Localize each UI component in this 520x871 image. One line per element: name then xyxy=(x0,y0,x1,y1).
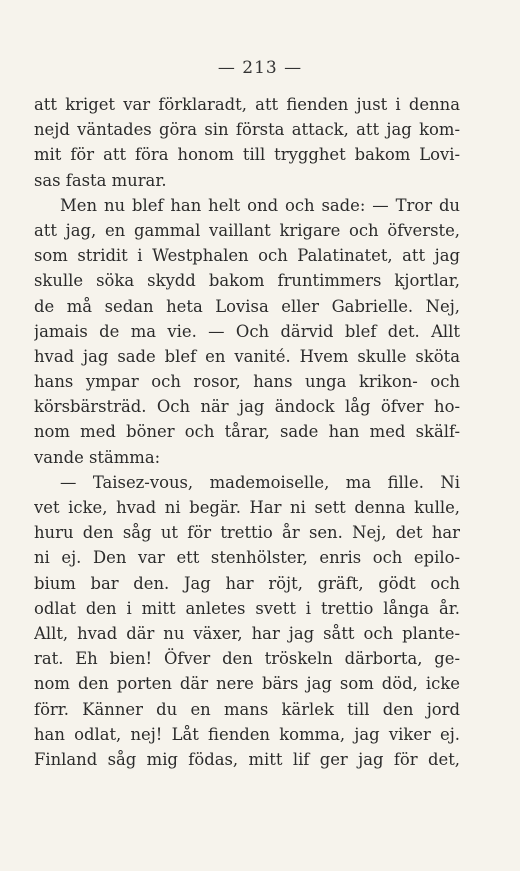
text-line: rat. Eh bien! Öfver den tröskeln därborta, ge- xyxy=(34,649,460,669)
text-line: vande stämma: xyxy=(34,447,161,467)
text-line: Finland såg mig födas, mitt lif ger jag för det, xyxy=(34,749,460,769)
text-line: mit för att föra honom till trygghet bakom Lovi- xyxy=(34,145,460,165)
text-line: som stridit i Westphalen och Palatinatet, att jag xyxy=(34,246,460,266)
text-line: hans ympar och rosor, hans unga krikon- och xyxy=(34,372,460,392)
text-line: Men nu blef han helt ond och sade: — Tror du xyxy=(60,195,460,215)
text-line: — Taisez-vous, mademoiselle, ma fille. Ni xyxy=(60,472,460,492)
text-line: nom med böner och tårar, sade han med skälf- xyxy=(34,422,460,442)
body-text xyxy=(34,92,460,772)
text-line: huru den såg ut för trettio år sen. Nej, det har xyxy=(34,523,460,543)
text-line: jamais de ma vie. — Och därvid blef det. Allt xyxy=(34,321,460,341)
text-line: förr. Känner du en mans kärlek till den jord xyxy=(34,699,460,719)
text-line: nom den porten där nere bärs jag som död, icke xyxy=(34,674,460,694)
text-line: nejd väntades göra sin första attack, att jag kom- xyxy=(34,120,460,140)
text-line: hvad jag sade blef en vanité. Hvem skulle sköta xyxy=(34,346,460,366)
text-line: sas fasta murar. xyxy=(34,170,167,190)
text-line: att jag, en gammal vaillant krigare och öfverste, xyxy=(34,220,460,240)
text-line: ni ej. Den var ett stenhölster, enris och epilo- xyxy=(34,548,460,568)
text-line: vet icke, hvad ni begär. Har ni sett denna kulle, xyxy=(34,498,460,517)
page-number: — 213 — xyxy=(217,58,303,78)
text-line: Allt, hvad där nu växer, har jag sått och plante- xyxy=(34,623,460,643)
text-line: han odlat, nej! Låt fienden komma, jag viker ej. xyxy=(34,724,460,744)
text-line: körsbärsträd. Och när jag ändock låg öfver ho- xyxy=(34,397,460,417)
text-line: bium bar den. Jag har röjt, gräft, gödt och xyxy=(34,573,460,593)
text-line: de må sedan heta Lovisa eller Gabrielle. Nej, xyxy=(34,296,460,316)
text-line: odlat den i mitt anletes svett i trettio långa år. xyxy=(34,598,460,618)
text-line: att kriget var förklaradt, att fienden just i denna xyxy=(34,95,460,114)
text-line: skulle söka skydd bakom fruntimmers kjortlar, xyxy=(34,271,460,291)
